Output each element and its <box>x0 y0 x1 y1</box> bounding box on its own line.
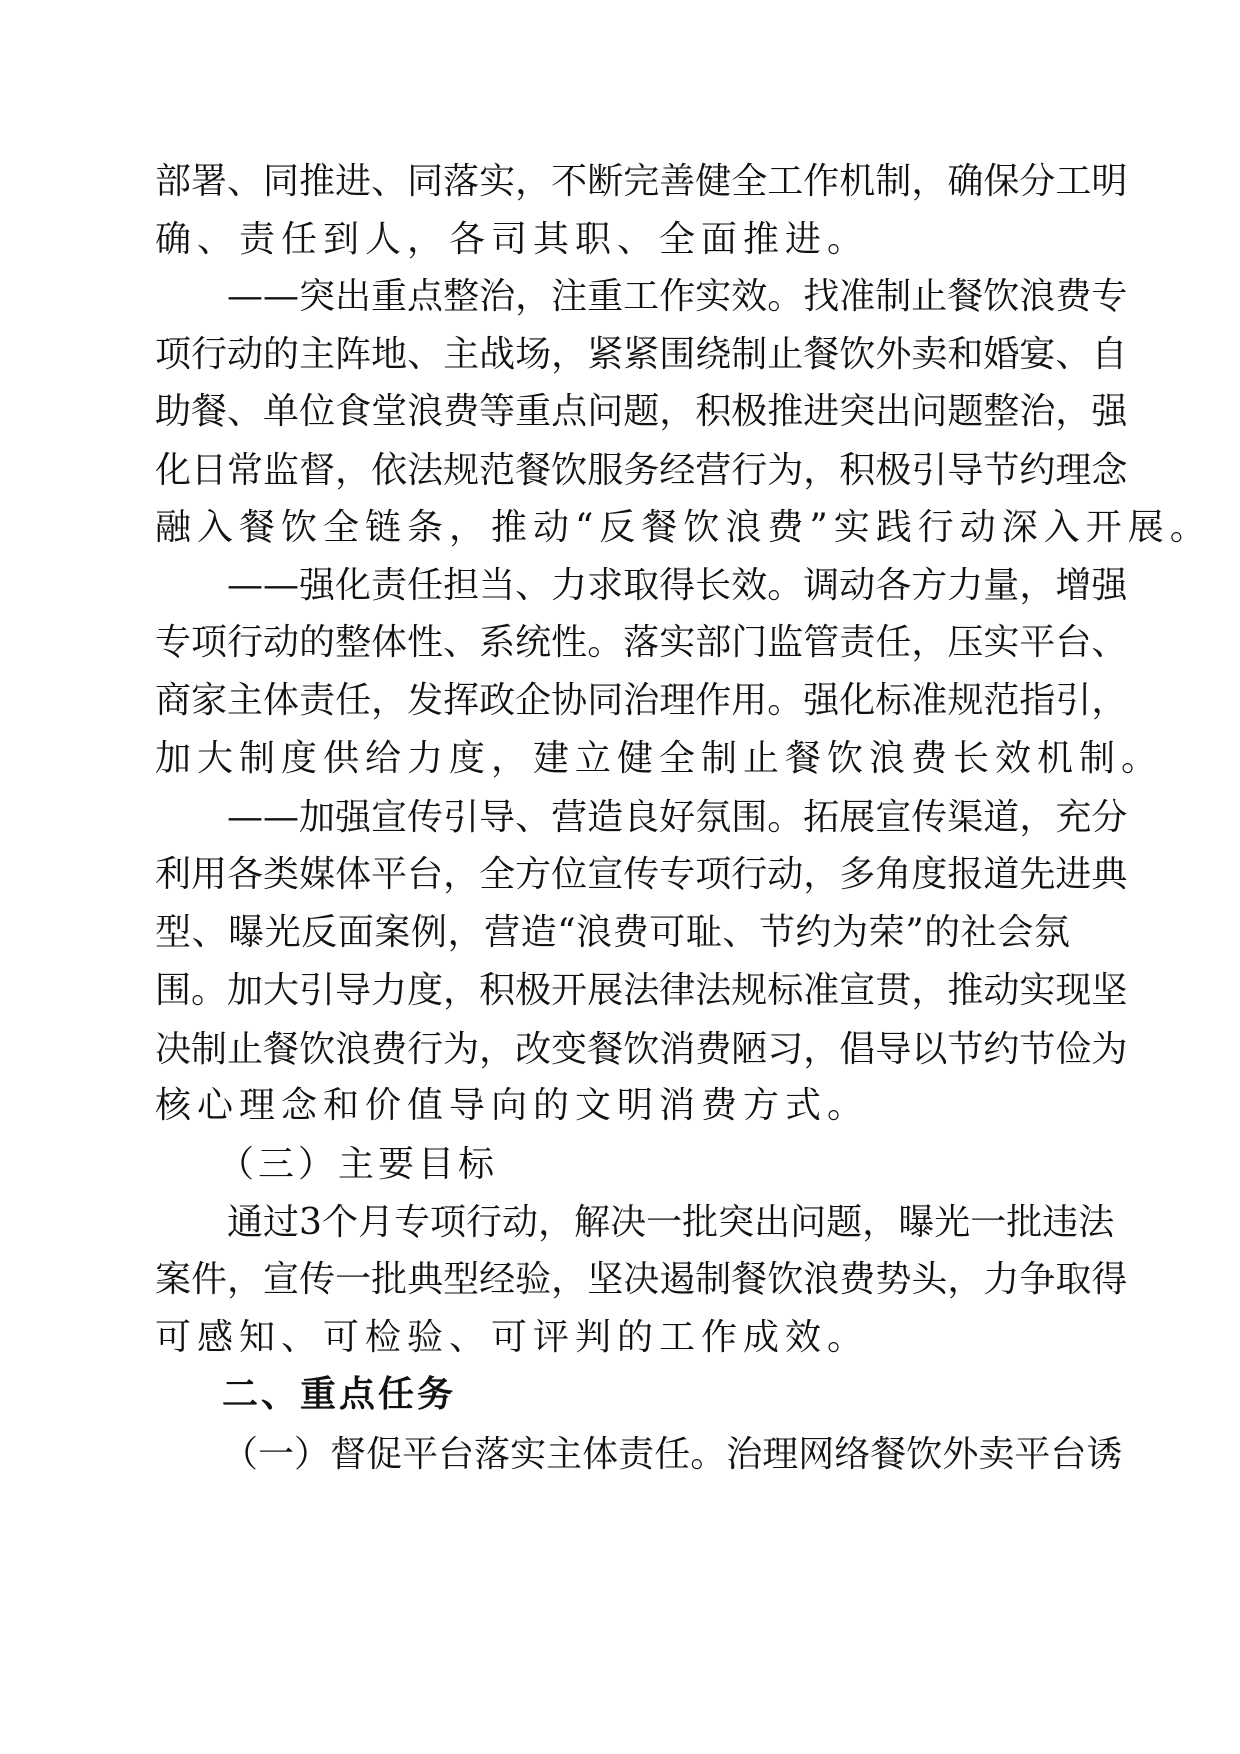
text-line: 型 、 曝 光 反 面 案 例 ， 营 造 “ 浪 费 可 耻 、 节 约 为 荣 ” 的 社 会 氛 <box>155 912 1070 953</box>
text-line: — — 加 强 宣 传 引 导 、 营 造 良 好 氛 围 。 拓 展 宣 传 渠 道 ， 充 分 <box>227 797 1128 838</box>
text-line: — — 突 出 重 点 整 治 ， 注 重 工 作 实 效 。 找 准 制 止 餐 饮 浪 费 专 <box>227 276 1128 317</box>
text-line: 专 项 行 动 的 整 体 性 、 系 统 性 。 落 实 部 门 监 管 责 任 ， 压 实 平 台 、 <box>155 622 1128 663</box>
text-line: （ 一 ） 督 促 平 台 落 实 主 体 责 任 。 治 理 网 络 餐 饮 外 卖 平 台 诱 <box>222 1434 1123 1475</box>
text-line: 商 家 主 体 责 任 ， 发 挥 政 企 协 同 治 理 作 用 。 强 化 标 准 规 范 指 引 ， <box>155 680 1128 721</box>
text-line: 部 署 、 同 推 进 、 同 落 实 ， 不 断 完 善 健 全 工 作 机 制 ， 确 保 分 工 明 <box>155 161 1128 202</box>
text-line: 二、重点任务 <box>222 1374 457 1415</box>
text-line: — — 强 化 责 任 担 当 、 力 求 取 得 长 效 。 调 动 各 方 力 量 ， 增 强 <box>227 565 1128 606</box>
text-line: 助 餐 、 单 位 食 堂 浪 费 等 重 点 问 题 ， 积 极 推 进 突 出 问 题 整 治 ， 强 <box>155 391 1128 432</box>
text-line: 核心理念和价值导向的文明消费方式。 <box>155 1085 870 1126</box>
text-line: 融入餐饮全链条，推动“反餐饮浪费”实践行动深入开展。 <box>155 507 1212 548</box>
text-line: 可感知、可检验、可评判的工作成效。 <box>155 1317 870 1358</box>
text-line: 项 行 动 的 主 阵 地 、 主 战 场 ， 紧 紧 围 绕 制 止 餐 饮 外 卖 和 婚 宴 、 自 <box>155 334 1128 375</box>
text-line: 确、责任到人，各司其职、全面推进。 <box>155 219 870 260</box>
text-line: 围 。 加 大 引 导 力 度 ， 积 极 开 展 法 律 法 规 标 准 宣 贯 ， 推 动 实 现 坚 <box>155 970 1128 1011</box>
text-line: 利 用 各 类 媒 体 平 台 ， 全 方 位 宣 传 专 项 行 动 ， 多 角 度 报 道 先 进 典 <box>155 854 1128 895</box>
text-line: 化 日 常 监 督 ， 依 法 规 范 餐 饮 服 务 经 营 行 为 ， 积 极 引 导 节 约 理 念 <box>155 450 1128 491</box>
text-line: 决 制 止 餐 饮 浪 费 行 为 ， 改 变 餐 饮 消 费 陋 习 ， 倡 导 以 节 约 节 俭 为 <box>155 1029 1128 1070</box>
text-line: （三）主要目标 <box>218 1144 499 1185</box>
text-line: 加大制度供给力度，建立健全制止餐饮浪费长效机制。 <box>155 738 1164 779</box>
text-line: 案 件 ， 宣 传 一 批 典 型 经 验 ， 坚 决 遏 制 餐 饮 浪 费 势 头 ， 力 争 取 得 <box>155 1259 1128 1300</box>
text-line: 通 过 3 个 月 专 项 行 动 ， 解 决 一 批 突 出 问 题 ， 曝 光 一 批 违 法 <box>227 1202 1115 1243</box>
